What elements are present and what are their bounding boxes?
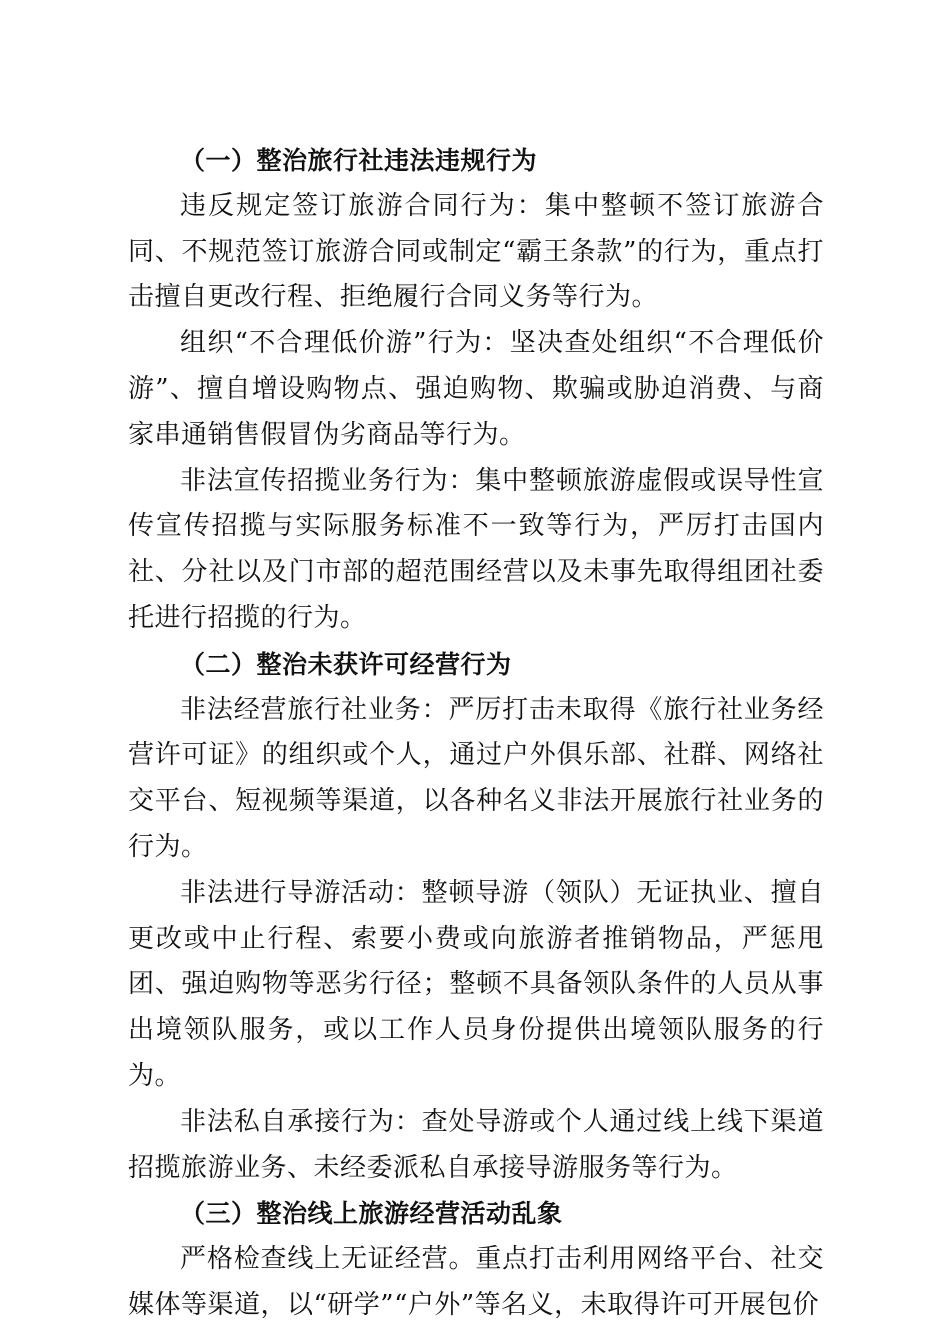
paragraph: 非法宣传招揽业务行为：集中整顿旅游虚假或误导性宣传宣传招揽与实际服务标准不一致等行为，严厉打击国内社、分社以及门市部的超范围经营以及未事先取得组团社委托进行招揽的行为。 <box>128 465 824 633</box>
paragraph: 非法私自承接行为：查处导游或个人通过线上线下渠道招揽旅游业务、未经委派私自承接导游服务等行为。 <box>128 1106 824 1183</box>
paragraph: 组织“不合理低价游”行为：坚决查处组织“不合理低价游”、擅自增设购物点、强迫购物、欺骗或胁迫消费、与商家串通销售假冒伪劣商品等行为。 <box>128 328 824 450</box>
section-1 <box>128 138 824 642</box>
paragraph: 严格检查线上无证经营。重点打击利用网络平台、社交媒体等渠道，以“研学”“户外”等名义，未取得许可开展包价 <box>128 1244 824 1320</box>
section-heading: （一）整治旅行社违法违规行为 <box>180 146 538 175</box>
paragraph: 非法经营旅行社业务：严厉打击未取得《旅行社业务经营许可证》的组织或个人，通过户外俱乐部、社群、网络社交平台、短视频等渠道，以各种名义非法开展旅行社业务的行为。 <box>128 694 824 862</box>
section-heading: （三）整治线上旅游经营活动乱象 <box>180 1199 563 1229</box>
section-3 <box>128 1191 824 1328</box>
section-heading: （二）整治未获许可经营行为 <box>180 649 512 679</box>
section-2 <box>128 642 824 1192</box>
document-body <box>128 138 824 1329</box>
paragraph: 违反规定签订旅游合同行为：集中整顿不签订旅游合同、不规范签订旅游合同或制定“霸王条款”的行为，重点打击擅自更改行程、拒绝履行合同义务等行为。 <box>128 190 824 313</box>
paragraph: 非法进行导游活动：整顿导游（领队）无证执业、擅自更改或中止行程、索要小费或向旅游者推销物品，严惩甩团、强迫购物等恶劣行径；整顿不具备领队条件的人员从事出境领队服务，或以工作人员身份提供出境领队服务的行为。 <box>128 877 824 1091</box>
